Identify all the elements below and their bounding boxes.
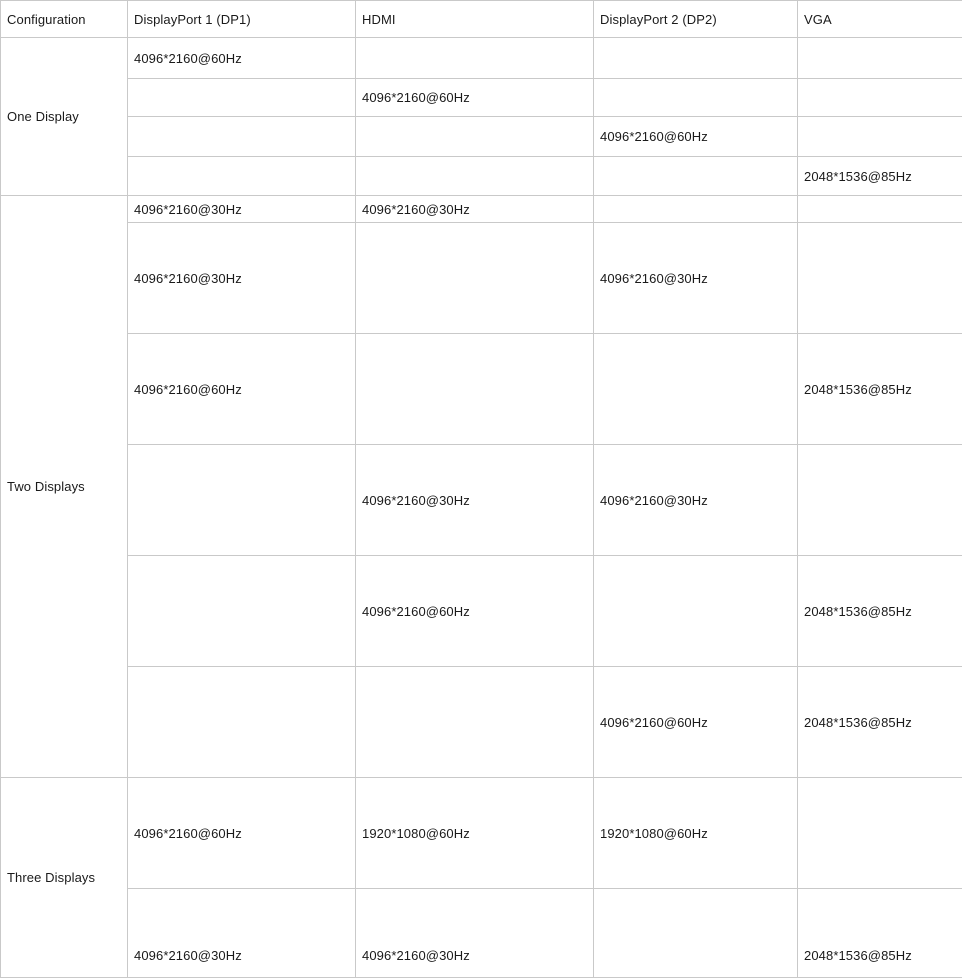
cell-hdmi [356, 334, 594, 445]
cell-dp1 [128, 445, 356, 556]
cell-hdmi [356, 38, 594, 79]
cell-dp2 [594, 334, 798, 445]
cell-vga [798, 79, 962, 117]
cell-vga: 2048*1536@85Hz [798, 889, 962, 978]
header-vga: VGA [798, 1, 962, 38]
cell-hdmi: 4096*2160@30Hz [356, 889, 594, 978]
cell-vga [798, 38, 962, 79]
cell-dp1: 4096*2160@30Hz [128, 889, 356, 978]
table-row [1, 196, 962, 223]
cell-hdmi: 4096*2160@60Hz [356, 79, 594, 117]
cell-dp2 [594, 196, 798, 223]
cell-dp1: 4096*2160@60Hz [128, 778, 356, 889]
table-row [1, 334, 962, 445]
cell-dp2 [594, 79, 798, 117]
cell-dp1 [128, 667, 356, 778]
header-displayport-2: DisplayPort 2 (DP2) [594, 1, 798, 38]
table-row [1, 157, 962, 196]
group-label-three-displays: Three Displays [1, 778, 128, 978]
cell-dp2: 4096*2160@30Hz [594, 445, 798, 556]
cell-dp2 [594, 889, 798, 978]
header-displayport-1: DisplayPort 1 (DP1) [128, 1, 356, 38]
cell-dp2 [594, 556, 798, 667]
table-row [1, 445, 962, 556]
cell-vga: 2048*1536@85Hz [798, 157, 962, 196]
cell-dp2: 1920*1080@60Hz [594, 778, 798, 889]
header-configuration: Configuration [1, 1, 128, 38]
cell-dp1: 4096*2160@30Hz [128, 196, 356, 223]
table-row [1, 38, 962, 79]
cell-hdmi [356, 117, 594, 157]
table-row [1, 223, 962, 334]
table-row [1, 117, 962, 157]
table-row [1, 667, 962, 778]
cell-hdmi: 4096*2160@30Hz [356, 196, 594, 223]
table-row [1, 778, 962, 889]
cell-vga: 2048*1536@85Hz [798, 667, 962, 778]
cell-hdmi [356, 223, 594, 334]
cell-vga [798, 117, 962, 157]
cell-dp1 [128, 157, 356, 196]
cell-dp2: 4096*2160@60Hz [594, 667, 798, 778]
cell-dp1 [128, 556, 356, 667]
cell-dp2 [594, 157, 798, 196]
cell-hdmi: 1920*1080@60Hz [356, 778, 594, 889]
cell-vga: 2048*1536@85Hz [798, 556, 962, 667]
cell-vga [798, 223, 962, 334]
cell-dp1: 4096*2160@60Hz [128, 38, 356, 79]
cell-dp1 [128, 117, 356, 157]
table-row [1, 889, 962, 978]
cell-dp1: 4096*2160@60Hz [128, 334, 356, 445]
cell-dp2: 4096*2160@60Hz [594, 117, 798, 157]
cell-hdmi: 4096*2160@60Hz [356, 556, 594, 667]
cell-dp1: 4096*2160@30Hz [128, 223, 356, 334]
cell-dp2: 4096*2160@30Hz [594, 223, 798, 334]
cell-hdmi [356, 667, 594, 778]
cell-dp1 [128, 79, 356, 117]
cell-vga [798, 778, 962, 889]
group-label-one-display: One Display [1, 38, 128, 196]
table-row [1, 556, 962, 667]
header-hdmi: HDMI [356, 1, 594, 38]
table-header-row [1, 1, 962, 38]
group-label-two-displays: Two Displays [1, 196, 128, 778]
cell-hdmi: 4096*2160@30Hz [356, 445, 594, 556]
cell-vga: 2048*1536@85Hz [798, 334, 962, 445]
cell-dp2 [594, 38, 798, 79]
table-row [1, 79, 962, 117]
cell-hdmi [356, 157, 594, 196]
cell-vga [798, 196, 962, 223]
cell-vga [798, 445, 962, 556]
